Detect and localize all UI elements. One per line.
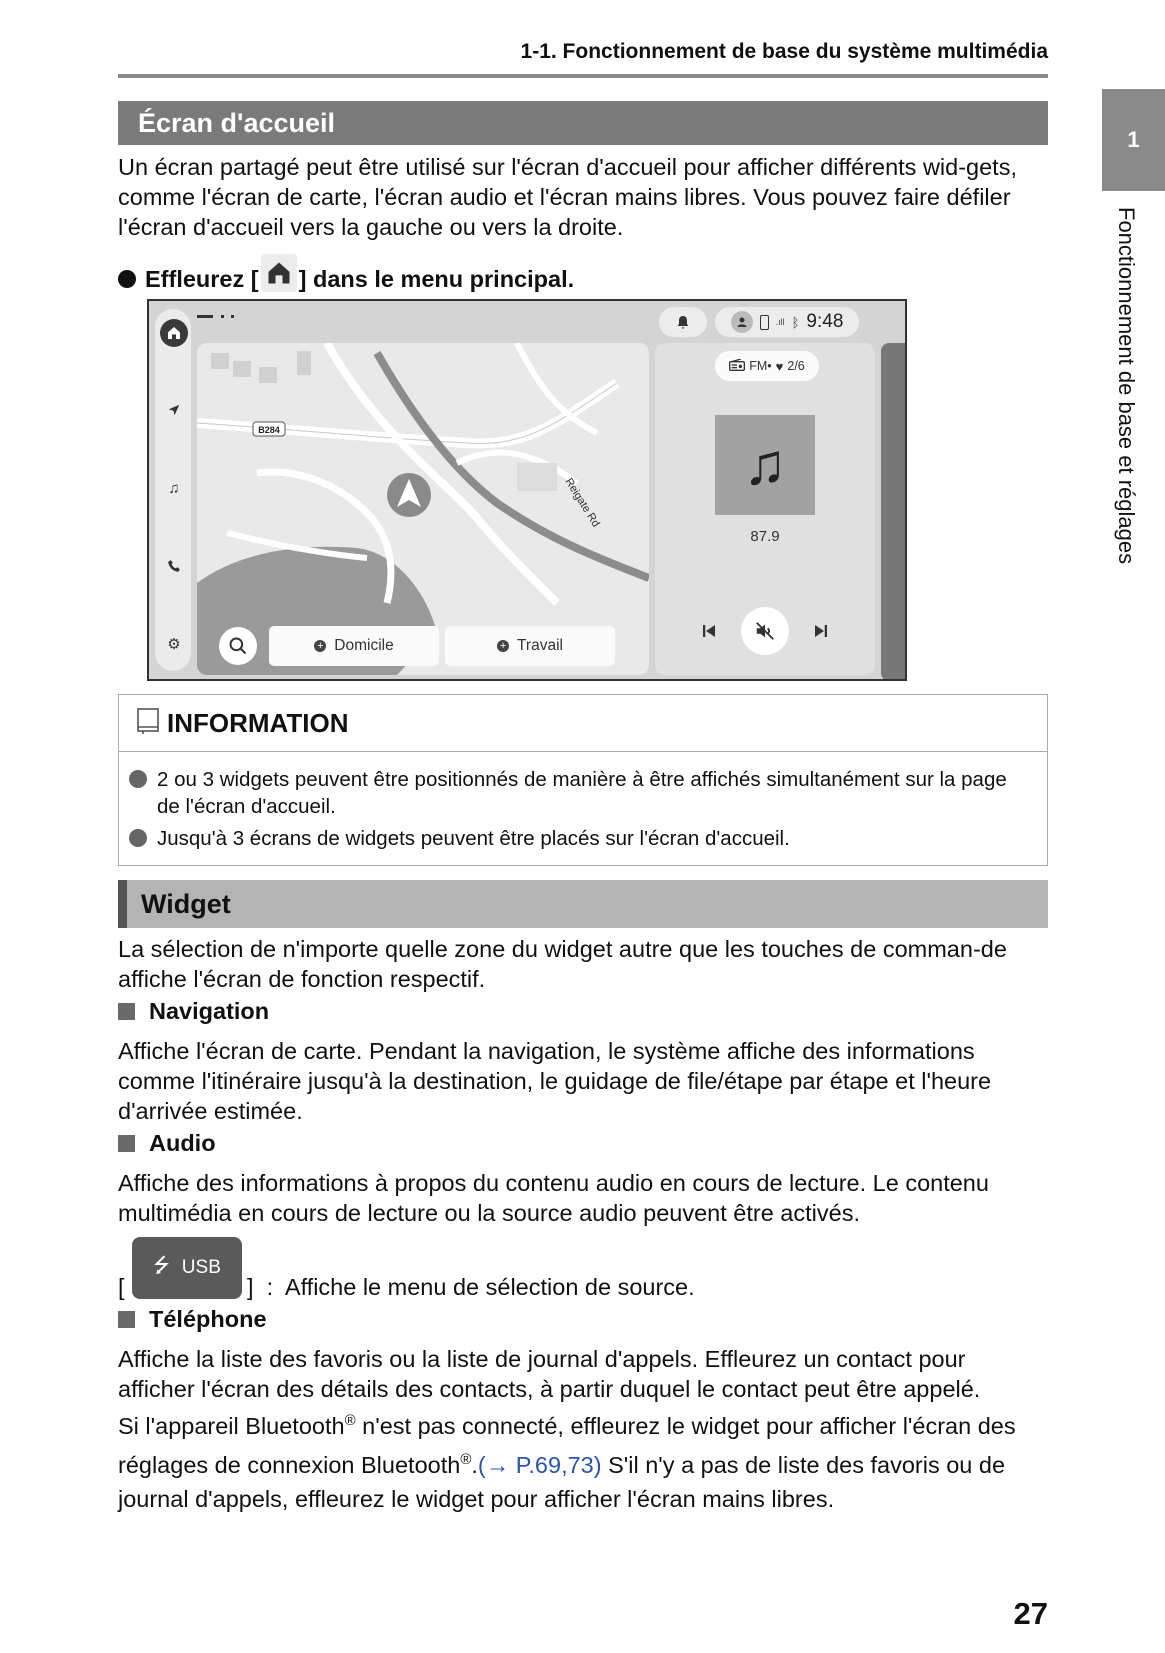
- information-item: [129, 766, 1035, 820]
- telephone-text-2c: S'il n'y a pas de liste des favoris ou de journal d'appels, effleurez le widget pour afficher l'écran mains libres.: [118, 1451, 1006, 1512]
- bracket-open: [: [118, 1274, 125, 1300]
- page-indicator-active: [197, 315, 213, 318]
- subheading-audio: [118, 1130, 216, 1157]
- widget-intro: La sélection de n'importe quelle zone du widget autre que les touches de comman-de affiche l'écran de fonction respectif.: [118, 936, 1007, 992]
- home-screen-screenshot: [147, 299, 907, 681]
- home-destination-button[interactable]: [269, 626, 439, 666]
- music-note-icon: ♫: [743, 432, 787, 497]
- telephone-text-2: Si l'appareil Bluetooth® n'est pas connecté, effleurez le widget pour afficher l'écran des réglages de connexion Bluetooth®.(→ P.69,73) S'il n'y a pas de liste des favoris ou de journal d'appels, effleurez le widget pour afficher l'écran mains libres.: [118, 1412, 1016, 1512]
- information-item-text: 2 ou 3 widgets peuvent être positionnés de manière à être affichés simultanément sur la page de l'écran d'accueil.: [157, 768, 1007, 818]
- square-bullet: [118, 1135, 135, 1152]
- bell-icon[interactable]: [659, 307, 707, 337]
- chapter-title-vertical: Fonctionnement de base et réglages: [1114, 207, 1139, 565]
- bullet-dot: [129, 770, 147, 788]
- square-bullet: [118, 1003, 135, 1020]
- telephone-text-1: Affiche la liste des favoris ou la liste de journal d'appels. Effleurez un contact pour afficher l'écran des détails des contacts, à partir duquel le contact peut être appelé.: [118, 1346, 981, 1402]
- plus-icon: +: [314, 640, 326, 652]
- step-suffix: ] dans le menu principal.: [298, 265, 575, 292]
- frequency: 87.9: [750, 528, 780, 545]
- information-item-text: Jusqu'à 3 écrans de widgets peuvent être placés sur l'écran d'accueil.: [157, 827, 790, 850]
- audio-widget[interactable]: [655, 343, 875, 675]
- bullet-dot: [118, 270, 136, 288]
- page-indicator: [231, 315, 234, 318]
- clock: 9:48: [806, 311, 844, 332]
- home-icon: [261, 254, 297, 292]
- album-art: [715, 415, 815, 515]
- bullet-dot: [129, 829, 147, 847]
- audio-text: Affiche des informations à propos du contenu audio en cours de lecture. Le contenu multimédia en cours de lecture ou la source audio peuvent être activés.: [118, 1170, 989, 1226]
- audio-source-pill[interactable]: [715, 351, 819, 381]
- status-pill[interactable]: [715, 307, 859, 337]
- step-prefix: Effleurez [: [145, 265, 259, 292]
- audio-source-label: FM•: [749, 359, 772, 373]
- map-action-bar: [205, 621, 617, 669]
- side-menu-rail: [155, 309, 191, 671]
- registered-mark: ®: [344, 1412, 356, 1429]
- home-screen-intro: Un écran partagé peut être utilisé sur l'écran d'accueil pour afficher différents wid-gets, comme l'écran de carte, l'écran audio et l'écran mains libres. Vous pouvez faire défiler l'écran d'accueil vers la gauche ou vers la droite.: [118, 154, 1017, 240]
- subheading-audio-label: Audio: [149, 1130, 216, 1156]
- usb-description-text: Affiche le menu de sélection de source.: [284, 1274, 695, 1300]
- subheading-navigation: [118, 998, 269, 1025]
- bluetooth-icon: ᛒ: [791, 314, 800, 330]
- work-destination-label: Travail: [517, 637, 563, 654]
- telephone-text-2a: Si l'appareil Bluetooth: [118, 1412, 345, 1439]
- usb-description: ] : Affiche le menu de sélection de source.: [247, 1274, 695, 1300]
- usb-label: USB: [181, 1257, 221, 1278]
- information-header: [119, 695, 1047, 752]
- home-destination-label: Domicile: [334, 637, 394, 654]
- signal-icon: .ıll: [775, 317, 785, 327]
- phone-icon[interactable]: [167, 559, 181, 573]
- page-number: 27: [1013, 1596, 1048, 1631]
- page-reference-link[interactable]: (→ P.69,73): [477, 1451, 602, 1478]
- page-indicator: [221, 315, 224, 318]
- road-label: B284: [258, 425, 280, 435]
- next-track-icon[interactable]: [797, 607, 845, 655]
- preset-label: 2/6: [787, 359, 805, 373]
- work-destination-button[interactable]: [445, 626, 615, 666]
- battery-icon: [760, 315, 769, 330]
- scroll-edge-bar[interactable]: [881, 343, 905, 681]
- step-instruction: [118, 260, 574, 298]
- street-label: Reigate Rd: [562, 476, 602, 530]
- radio-icon: [729, 359, 745, 374]
- header-section-title: 1-1. Fonctionnement de base du système multimédia: [520, 40, 1048, 63]
- section-heading-widget: Widget: [118, 880, 1048, 928]
- subheading-telephone-label: Téléphone: [149, 1306, 267, 1332]
- settings-gear-icon[interactable]: ⚙: [167, 636, 181, 653]
- header-divider: [118, 74, 1048, 78]
- usb-source-button[interactable]: [132, 1237, 242, 1299]
- subheading-navigation-label: Navigation: [149, 998, 270, 1024]
- navigation-text: Affiche l'écran de carte. Pendant la navigation, le système affiche des informations comme l'itinéraire jusqu'à la destination, le guidage de file/étape par étape et l'heure d'arrivée estimée.: [118, 1038, 992, 1124]
- plus-icon: +: [497, 640, 509, 652]
- search-icon[interactable]: [219, 627, 257, 665]
- information-box: [118, 694, 1048, 866]
- book-icon: [137, 708, 159, 739]
- home-icon[interactable]: [160, 319, 188, 347]
- subheading-telephone: [118, 1306, 267, 1333]
- information-item: [129, 825, 1035, 852]
- registered-mark: ®: [460, 1450, 472, 1468]
- chapter-tab[interactable]: 1: [1102, 89, 1165, 191]
- heart-icon: ♥: [775, 358, 784, 374]
- section-heading-home-screen: Écran d'accueil: [118, 101, 1048, 145]
- music-note-icon[interactable]: ♫: [168, 479, 180, 497]
- square-bullet: [118, 1311, 135, 1328]
- mute-icon[interactable]: [741, 607, 789, 655]
- navigation-arrow-icon[interactable]: [167, 403, 181, 417]
- person-icon: [731, 311, 753, 333]
- information-title: INFORMATION: [167, 707, 349, 738]
- usb-icon: ⭍: [153, 1255, 170, 1277]
- telephone-text-2b: n'est pas connecté, effleurez le widget pour afficher l'écran des réglages de connexion Bluetooth: [118, 1412, 1016, 1478]
- previous-track-icon[interactable]: [685, 607, 733, 655]
